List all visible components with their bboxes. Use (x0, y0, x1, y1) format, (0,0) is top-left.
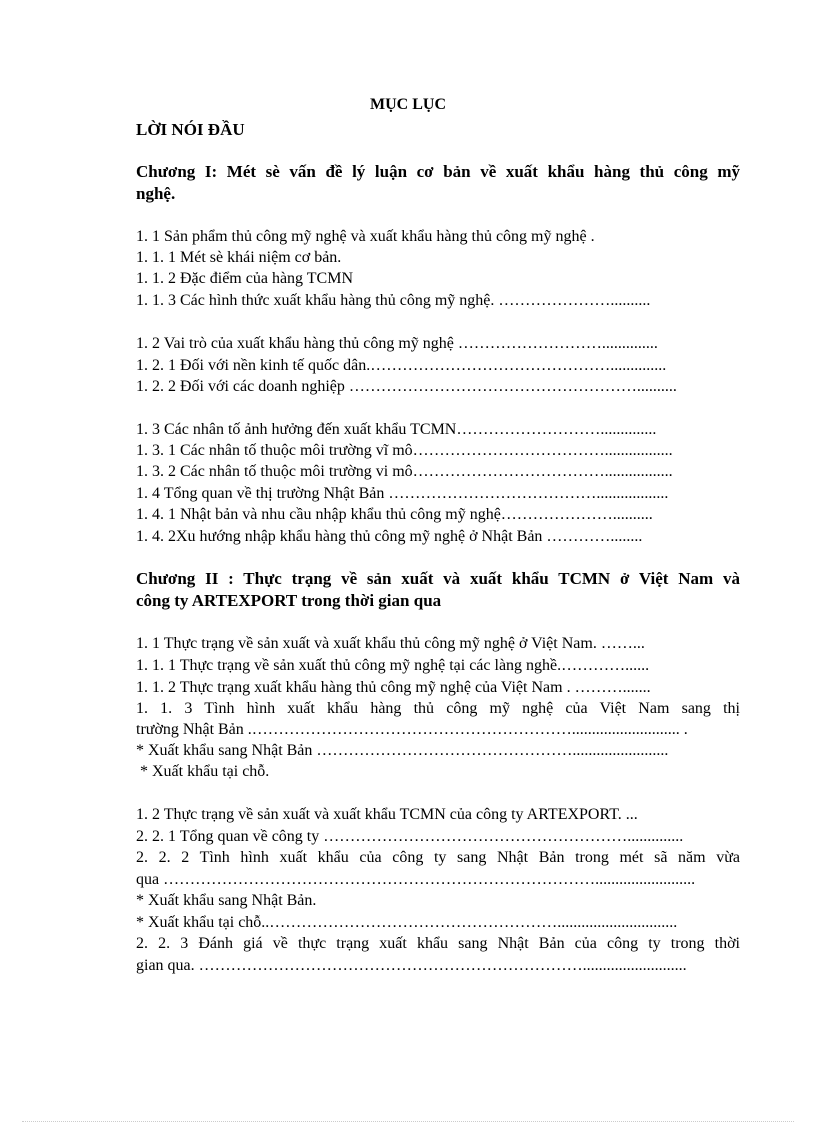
intro-heading: LỜI NÓI ĐẦU (136, 120, 245, 139)
toc-entry: 1. 3 Các nhân tố ảnh hưởng đến xuất khẩu TCMN……………………….............. (136, 421, 657, 438)
toc-entry-cont: trường Nhật Bản .……………………………………………………........................... . (136, 721, 688, 738)
page-edge-divider (22, 1121, 794, 1122)
toc-entry: 1. 1 Thực trạng về sản xuất và xuất khẩu thủ công mỹ nghệ ở Việt Nam. ……... (136, 635, 645, 652)
toc-entry: 1. 1. 2 Thực trạng xuất khẩu hàng thủ công mỹ nghệ của Việt Nam . ………....... (136, 679, 651, 696)
chapter2-heading: Chương II : Thực trạng về sản xuất và xuất khẩu TCMN ở Việt Nam và (136, 569, 740, 588)
toc-entry: 1. 2. 2 Đối với các doanh nghiệp ……………………………………………….......... (136, 378, 677, 395)
toc-entry: * Xuất khẩu tại chỗ. (136, 763, 270, 780)
toc-entry: 1. 2. 1 Đối với nền kinh tế quốc dân.……………………………………….............. (136, 357, 667, 374)
chapter1-heading: Chương I: Mét sè vấn đề lý luận cơ bản về xuất khẩu hàng thủ công mỹ (136, 162, 740, 181)
chapter2-heading-cont: công ty ARTEXPORT trong thời gian qua (136, 591, 442, 610)
toc-entry: 1. 4. 2Xu hướng nhập khẩu hàng thủ công mỹ nghệ ở Nhật Bản …………........ (136, 528, 643, 545)
chapter1-heading-cont: nghệ. (136, 184, 176, 203)
toc-entry: 1. 3. 2 Các nhân tố thuộc môi trường vi mô………………………………................. (136, 463, 673, 480)
toc-entry: * Xuất khẩu sang Nhật Bản …………………………………………........................ (136, 742, 669, 759)
toc-entry: * Xuất khẩu sang Nhật Bản. (136, 892, 317, 909)
toc-entry: 1. 1. 1 Mét sè khái niệm cơ bản. (136, 249, 342, 266)
toc-entry-cont: qua ………………………………………………………………………......................... (136, 871, 696, 888)
toc-entry: 1. 1. 1 Thực trạng về sản xuất thủ công mỹ nghệ tại các làng nghề.…………...... (136, 657, 650, 674)
toc-entry-cont: gian qua. ……………………………………………………………….......................... (136, 957, 687, 974)
page-title: MỤC LỤC (370, 96, 446, 113)
toc-entry: 1. 2 Thực trạng về sản xuất và xuất khẩu TCMN của công ty ARTEXPORT. ... (136, 806, 638, 823)
toc-entry: 1. 4 Tổng quan về thị trường Nhật Bản ………………………………….................. (136, 485, 669, 502)
toc-entry: 1. 1. 3 Các hình thức xuất khẩu hàng thủ công mỹ nghệ. ………………….......... (136, 292, 651, 309)
toc-entry: 1. 1. 3 Tình hình xuất khẩu hàng thủ công mỹ nghệ của Việt Nam sang thị (136, 700, 740, 717)
toc-entry: 1. 2 Vai trò của xuất khẩu hàng thủ công mỹ nghệ ……………………….............. (136, 335, 658, 352)
toc-entry: 1. 1. 2 Đặc điểm của hàng TCMN (136, 270, 353, 287)
toc-entry: 1. 3. 1 Các nhân tố thuộc môi trường vĩ mô………………………………................. (136, 442, 673, 459)
toc-entry: 2. 2. 1 Tổng quan về công ty ………………………………………………….............. (136, 828, 684, 845)
toc-entry: 2. 2. 2 Tình hình xuất khẩu của công ty sang Nhật Bản trong mét sã năm vừa (136, 849, 740, 866)
toc-entry: * Xuất khẩu tại chỗ..……………………………………………….............................. (136, 914, 678, 931)
toc-entry: 1. 1 Sản phẩm thủ công mỹ nghệ và xuất khẩu hàng thủ công mỹ nghệ . (136, 228, 595, 245)
toc-entry: 1. 4. 1 Nhật bản và nhu cầu nhập khẩu thủ công mỹ nghệ………………….......... (136, 506, 653, 523)
toc-entry: 2. 2. 3 Đánh giá về thực trạng xuất khẩu sang Nhật Bản của công ty trong thời (136, 935, 740, 952)
